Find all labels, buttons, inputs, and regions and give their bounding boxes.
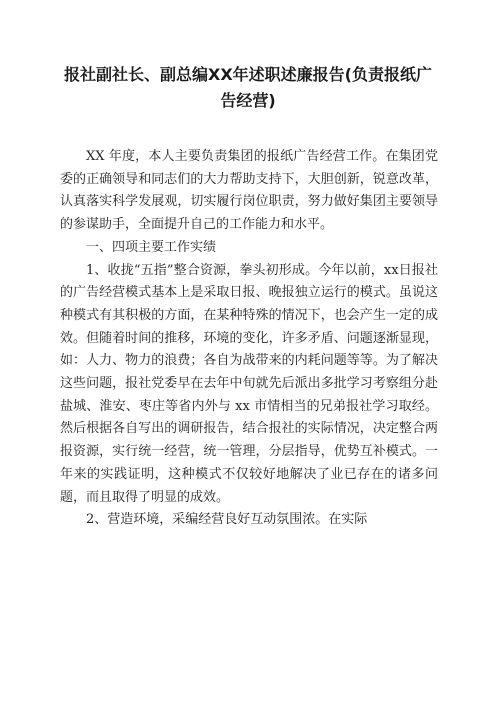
document-title: 报社副社长、副总编XX年述职述廉报告(负责报纸广告经营) <box>64 65 432 110</box>
paragraph-intro: XX 年度，本人主要负责集团的报纸广告经营工作。在集团党委的正确领导和同志们的大力帮助支持下，大胆创新，锐意改革，认真落实科学发展观，切实履行岗位职责，努力做好集团主要领导的参谋助手，全面提升自己的工作能力和水平。 <box>60 149 438 233</box>
section-heading: 一、四项主要工作实绩 <box>86 239 217 255</box>
paragraph-item-1: 1、收拢“五指”整合资源，拳头初形成。今年以前，xx日报社的广告经营模式基本上是采取日报、晚报独立运行的模式。虽说这种模式有其积极的方面，在某种特殊的情况下，也会产生一定的成效。但随着时间的推移，环境的变化，许多矛盾、问题逐渐显现，如：人力、物力的浪费；各自为战带来的内耗问题等等。为了解决这些问题，报社党委早在去年中旬就先后派出多批学习考察组分赴盐城、淮安、枣庄等省内外与 xx 市情相当的兄弟报社学习取经。然后根据各自写出的调研报告，结合报社的实际情况，决定整合两报资源，实行统一经营，统一管理，分层指导，优势互补模式。一年来的实践证明，这种模式不仅较好地解决了业已存在的诸多问题，而且取得了明显的成效。 <box>60 262 438 505</box>
paragraph-item-2: 2、营造环境，采编经营良好互动氛围浓。在实际 <box>86 512 368 528</box>
document-body <box>60 146 438 532</box>
